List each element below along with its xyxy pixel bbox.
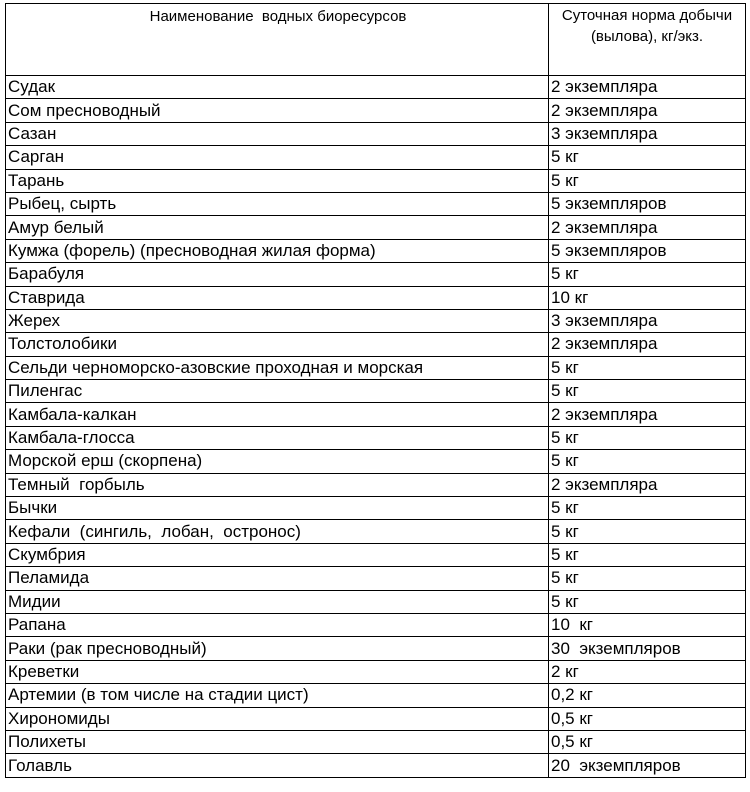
table-header-row [6,4,746,76]
table-row [6,473,746,496]
species-name-cell: Тарань [6,169,549,192]
table-body [6,76,746,778]
species-name-cell: Камбала-калкан [6,403,549,426]
daily-norm-cell: 5 кг [549,146,746,169]
species-name-cell: Скумбрия [6,543,549,566]
daily-norm-cell: 10 кг [549,286,746,309]
table-row [6,754,746,777]
daily-norm-cell: 30 экземпляров [549,637,746,660]
daily-norm-cell: 0,5 кг [549,707,746,730]
species-name-cell: Пиленгас [6,380,549,403]
table-row [6,426,746,449]
species-name-cell: Камбала-глосса [6,426,549,449]
daily-norm-cell: 5 кг [549,520,746,543]
daily-norm-cell: 3 экземпляра [549,122,746,145]
header-species: Наименование водных биоресурсов [6,4,549,76]
daily-norm-cell: 5 кг [549,169,746,192]
daily-norm-cell: 5 кг [549,356,746,379]
species-name-cell: Ставрида [6,286,549,309]
species-name-cell: Рапана [6,613,549,636]
species-name-cell: Сарган [6,146,549,169]
table-row [6,543,746,566]
table-row [6,216,746,239]
daily-norm-cell: 5 экземпляров [549,192,746,215]
species-name-cell: Сазан [6,122,549,145]
daily-norm-cell: 5 кг [549,567,746,590]
daily-norm-cell: 5 кг [549,590,746,613]
species-name-cell: Барабуля [6,263,549,286]
species-name-cell: Темный горбыль [6,473,549,496]
species-name-cell: Сельди черноморско-азовские проходная и морская [6,356,549,379]
daily-norm-cell: 20 экземпляров [549,754,746,777]
species-name-cell: Рыбец, сырть [6,192,549,215]
daily-norm-cell: 2 экземпляра [549,333,746,356]
header-daily-norm: Суточная норма добычи (вылова), кг/экз. [549,4,746,76]
species-name-cell: Кефали (сингиль, лобан, остронос) [6,520,549,543]
daily-norm-cell: 2 экземпляра [549,403,746,426]
table-row [6,99,746,122]
daily-norm-cell: 5 кг [549,426,746,449]
daily-norm-cell: 3 экземпляра [549,309,746,332]
table-row [6,333,746,356]
species-name-cell: Хирономиды [6,707,549,730]
daily-norm-cell: 10 кг [549,613,746,636]
table-row [6,450,746,473]
table-row [6,707,746,730]
table-row [6,637,746,660]
table-row [6,146,746,169]
species-name-cell: Жерех [6,309,549,332]
daily-norm-cell: 5 кг [549,450,746,473]
table-row [6,169,746,192]
table-row [6,356,746,379]
species-name-cell: Артемии (в том числе на стадии цист) [6,684,549,707]
table-row [6,76,746,99]
table-row [6,730,746,753]
daily-norm-cell: 5 кг [549,263,746,286]
table-row [6,286,746,309]
species-name-cell: Голавль [6,754,549,777]
species-name-cell: Мидии [6,590,549,613]
daily-norm-cell: 5 кг [549,380,746,403]
daily-norm-cell: 2 экземпляра [549,216,746,239]
daily-norm-cell: 2 экземпляра [549,76,746,99]
table-row [6,263,746,286]
species-name-cell: Сом пресноводный [6,99,549,122]
daily-norm-cell: 5 кг [549,543,746,566]
document-page [5,3,745,778]
species-name-cell: Судак [6,76,549,99]
daily-norm-cell: 2 экземпляра [549,473,746,496]
species-name-cell: Кумжа (форель) (пресноводная жилая форма) [6,239,549,262]
table-row [6,239,746,262]
table-row [6,520,746,543]
table-row [6,567,746,590]
species-name-cell: Морской ерш (скорпена) [6,450,549,473]
table-row [6,192,746,215]
species-name-cell: Креветки [6,660,549,683]
table-row [6,684,746,707]
table-row [6,380,746,403]
table-row [6,497,746,520]
daily-norm-cell: 0,2 кг [549,684,746,707]
table-row [6,613,746,636]
species-name-cell: Бычки [6,497,549,520]
daily-norm-cell: 2 кг [549,660,746,683]
table-row [6,309,746,332]
daily-norm-cell: 2 экземпляра [549,99,746,122]
table-row [6,403,746,426]
species-name-cell: Пеламида [6,567,549,590]
species-name-cell: Раки (рак пресноводный) [6,637,549,660]
daily-norm-cell: 0,5 кг [549,730,746,753]
catch-norms-table [5,3,746,778]
daily-norm-cell: 5 кг [549,497,746,520]
table-row [6,122,746,145]
table-row [6,660,746,683]
species-name-cell: Толстолобики [6,333,549,356]
species-name-cell: Амур белый [6,216,549,239]
daily-norm-cell: 5 экземпляров [549,239,746,262]
species-name-cell: Полихеты [6,730,549,753]
table-row [6,590,746,613]
